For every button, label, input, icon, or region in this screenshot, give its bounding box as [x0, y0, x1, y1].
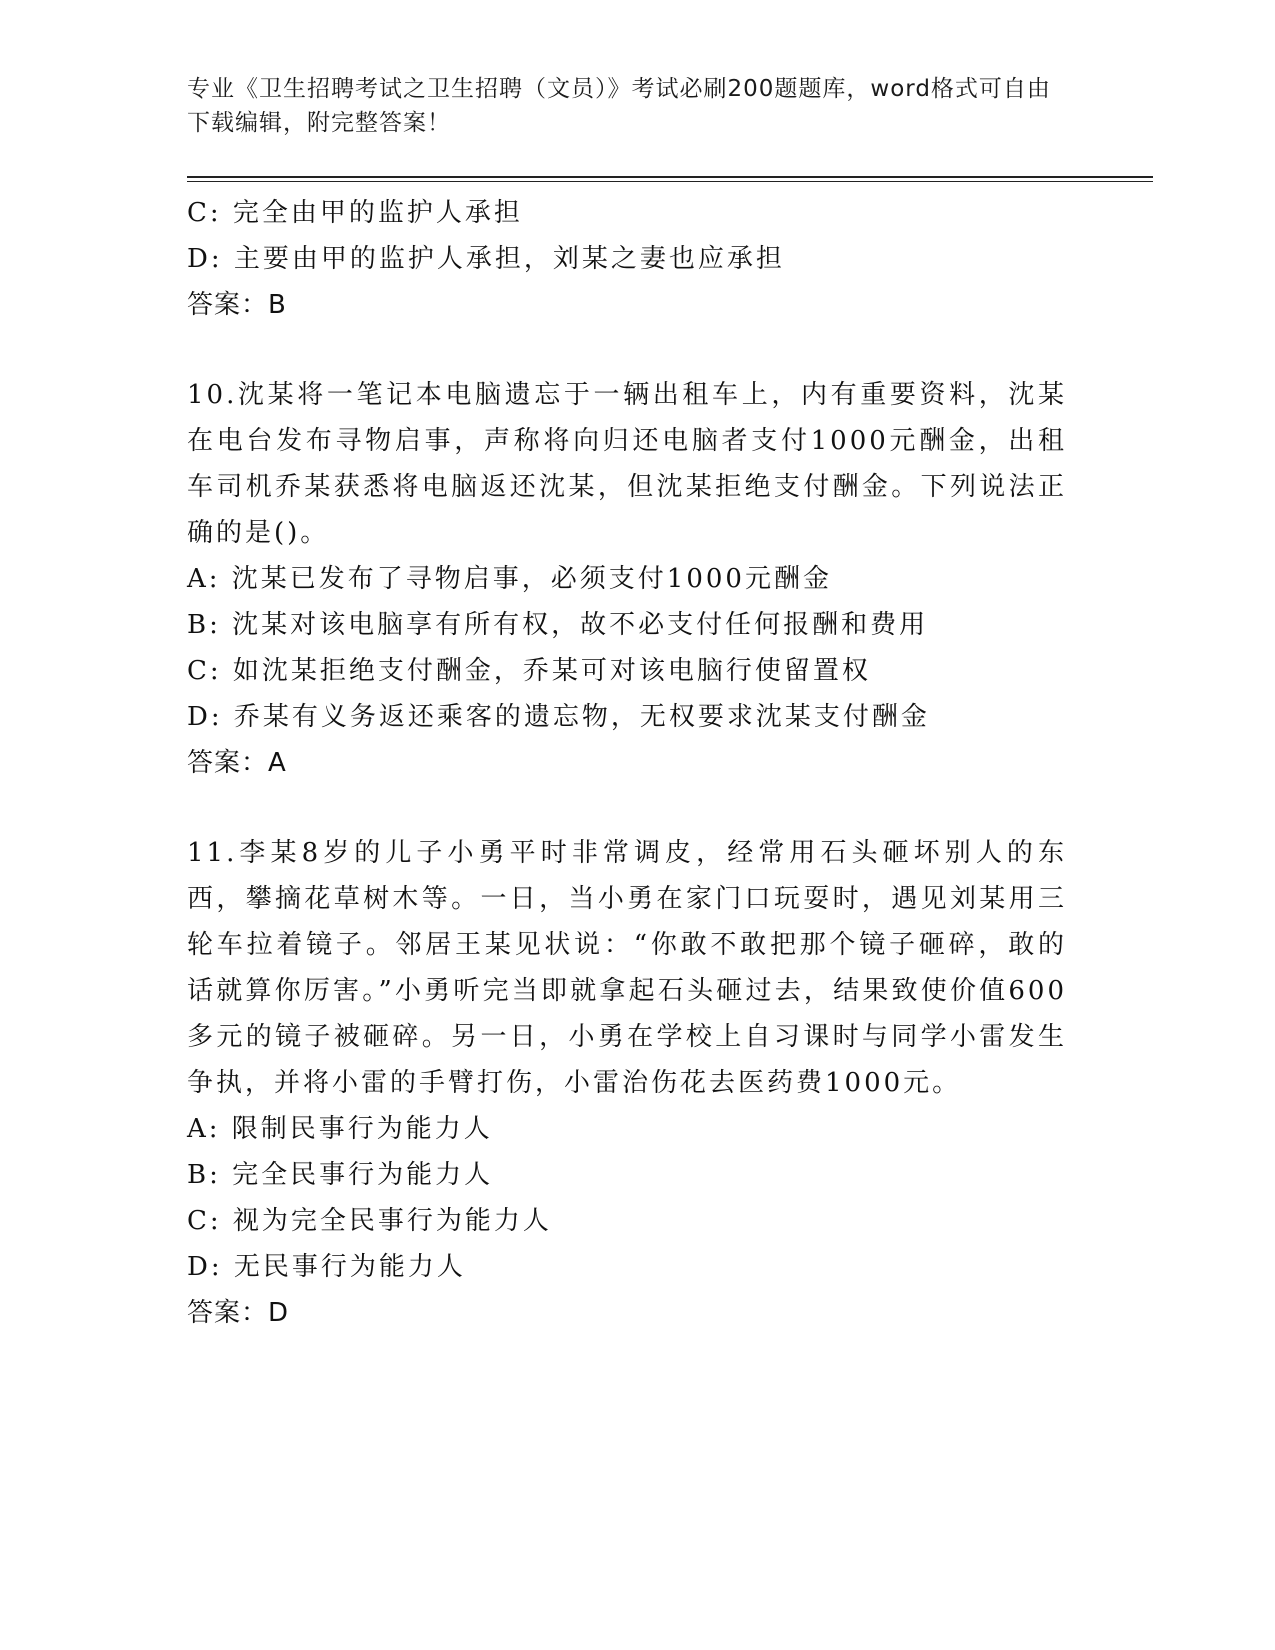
- answer-label: 答案：B: [187, 290, 287, 320]
- option-a: A: 沈某已发布了寻物启事，必须支付1000元酬金: [187, 564, 832, 594]
- question-10-block: [187, 372, 1087, 786]
- header-rule-thin: [187, 181, 1153, 182]
- prev-question-block: [187, 190, 1087, 328]
- option-b: B: 完全民事行为能力人: [187, 1160, 494, 1190]
- option-b: B: 沈某对该电脑享有所有权，故不必支付任何报酬和费用: [187, 610, 929, 640]
- option-a: A: 限制民事行为能力人: [187, 1114, 493, 1144]
- question-text: 10.沈某将一笔记本电脑遗忘于一辆出租车上，内有重要资料，沈某在电台发布寻物启事，声称将向归还电脑者支付1000元酬金，出租车司机乔某获悉将电脑返还沈某，但沈某拒绝支付酬金。下列说法正确的是()。: [187, 380, 1067, 548]
- question-11-block: [187, 830, 1087, 1336]
- answer-label: 答案：D: [187, 1298, 290, 1328]
- header-rule: [187, 176, 1153, 178]
- option-d: D: 无民事行为能力人: [187, 1252, 466, 1282]
- option-c: C: 如沈某拒绝支付酬金，乔某可对该电脑行使留置权: [187, 656, 871, 686]
- answer-label: 答案：A: [187, 748, 287, 778]
- option-d: D: 乔某有义务返还乘客的遗忘物，无权要求沈某支付酬金: [187, 702, 930, 732]
- page-header: 专业《卫生招聘考试之卫生招聘（文员）》考试必刷200题题库，word格式可自由下载编辑，附完整答案！: [187, 76, 1051, 136]
- option-c: C: 视为完全民事行为能力人: [187, 1206, 552, 1236]
- document-body: [187, 190, 1087, 1336]
- option-c: C: 完全由甲的监护人承担: [187, 198, 523, 228]
- option-d: D: 主要由甲的监护人承担，刘某之妻也应承担: [187, 244, 785, 274]
- question-text: 11.李某8岁的儿子小勇平时非常调皮，经常用石头砸坏别人的东西，攀摘花草树木等。一日，当小勇在家门口玩耍时，遇见刘某用三轮车拉着镜子。邻居王某见状说：“你敢不敢把那个镜子砸碎，敢的话就算你厉害。”小勇听完当即就拿起石头砸过去，结果致使价值600多元的镜子被砸碎。另一日，小勇在学校上自习课时与同学小雷发生争执，并将小雷的手臂打伤，小雷治伤花去医药费1000元。: [187, 838, 1067, 1098]
